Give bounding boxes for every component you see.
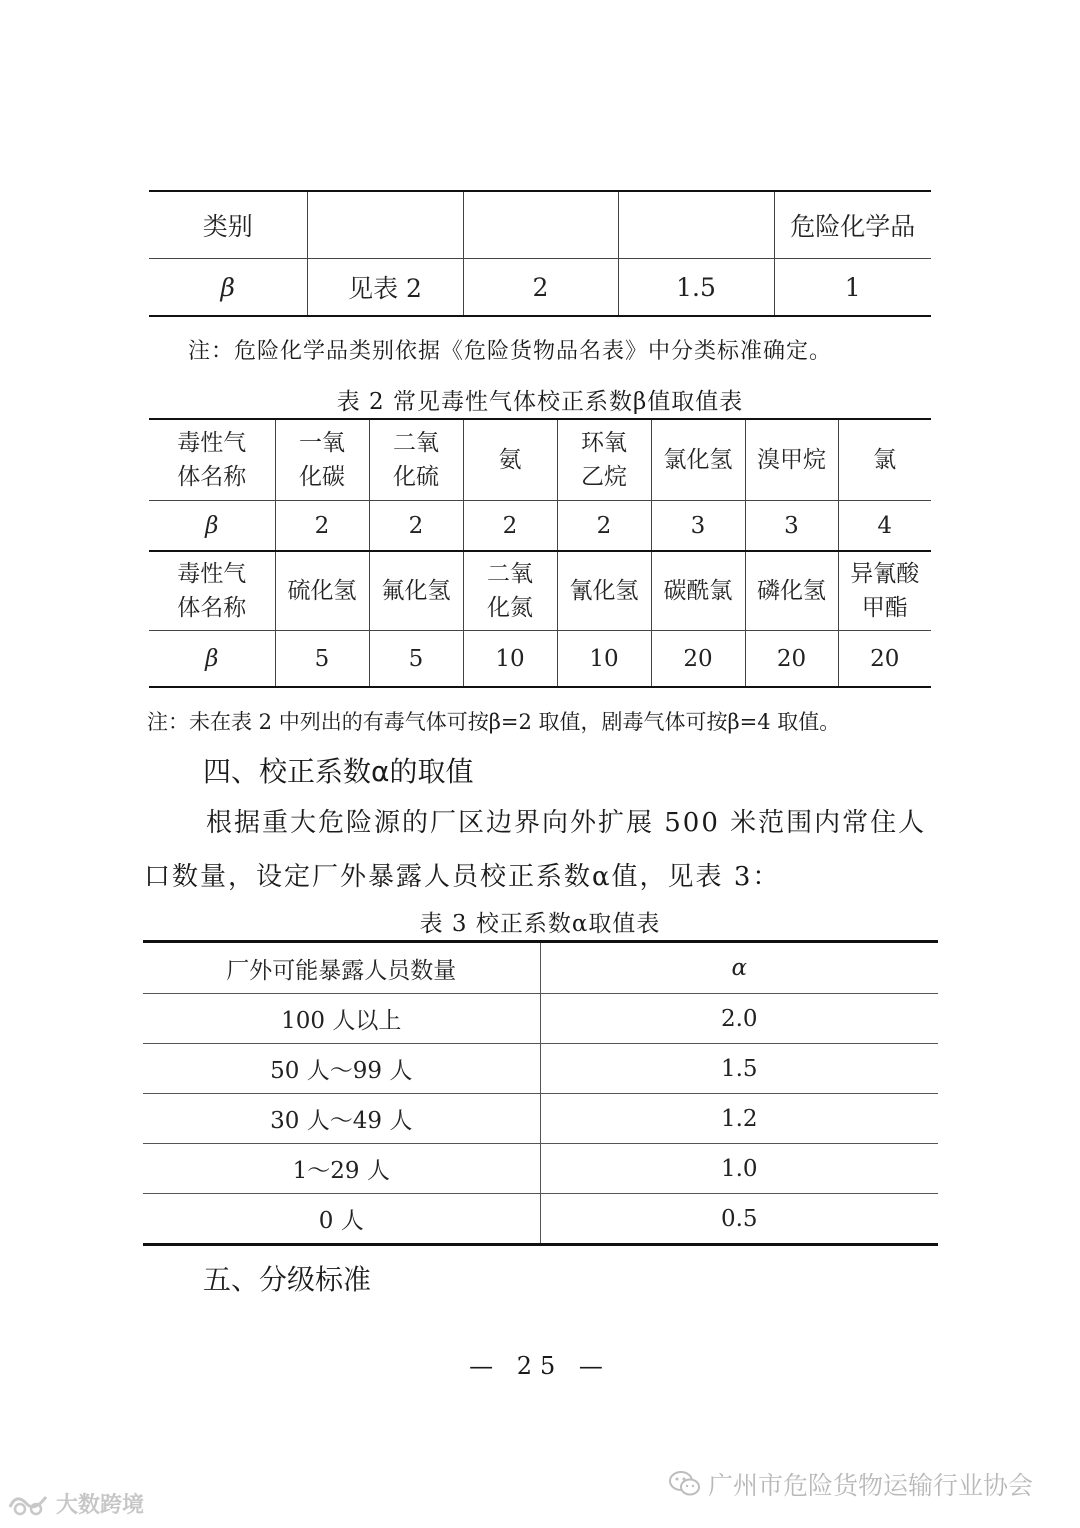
- table-cell: 2: [275, 501, 369, 552]
- table-cell: 5: [369, 631, 463, 688]
- table-cell: 5: [275, 631, 369, 688]
- table-cell: 0 人: [143, 1194, 540, 1245]
- table-cell: 2: [369, 501, 463, 552]
- watermark-association: [668, 1466, 1033, 1502]
- table-cell: 环氧 乙烷: [557, 419, 651, 501]
- table-cell: 10: [557, 631, 651, 688]
- section-heading: 五、分级标准: [203, 1263, 372, 1296]
- table-row: [149, 419, 931, 501]
- table-cell: 厂外可能暴露人员数量: [143, 942, 540, 994]
- beta-category-table: [149, 190, 931, 317]
- table1-note: 注：危险化学品类别依据《危险货物品名表》中分类标准确定。: [188, 339, 833, 364]
- table-cell: 1.2: [540, 1094, 938, 1144]
- table-cell: 2.0: [540, 994, 938, 1044]
- table-cell: 10: [463, 631, 557, 688]
- table-cell: 氟化氢: [369, 551, 463, 631]
- table-cell: 氰化氢: [557, 551, 651, 631]
- table-cell: 20: [745, 631, 838, 688]
- table-row: [149, 501, 931, 552]
- table-cell: 二氧 化硫: [369, 419, 463, 501]
- watermark-text: 广州市危险货物运输行业协会: [708, 1471, 1034, 1500]
- toxic-gas-beta-table: [149, 418, 931, 688]
- body-paragraph: 根据重大危险源的厂区边界向外扩展 500 米范围内常住人口数量，设定厂外暴露人员校正系数α值，见表 3：: [144, 808, 927, 892]
- table-cell: β: [149, 501, 275, 552]
- table-cell: 3: [745, 501, 838, 552]
- table-cell: β: [149, 259, 307, 317]
- watermark-logo: [6, 1488, 144, 1519]
- table-cell: 氨: [463, 419, 557, 501]
- table-cell: 危险化学品: [774, 191, 931, 259]
- table-cell: 2: [557, 501, 651, 552]
- table-cell: 1.5: [618, 259, 774, 317]
- table-cell: 100 人以上: [143, 994, 540, 1044]
- table-row: [143, 942, 938, 994]
- table-cell: [618, 191, 774, 259]
- table-cell: 50 人～99 人: [143, 1044, 540, 1094]
- table-cell: 0.5: [540, 1194, 938, 1245]
- alpha-value-table: [143, 940, 938, 1246]
- table-cell: 氯: [838, 419, 931, 501]
- table-row: [143, 1094, 938, 1144]
- table-cell: β: [149, 631, 275, 688]
- table-cell: 类别: [149, 191, 307, 259]
- table-row: [143, 1144, 938, 1194]
- table-row: [143, 1194, 938, 1245]
- table-row: [143, 1044, 938, 1094]
- table-cell: 4: [838, 501, 931, 552]
- table-cell: 30 人～49 人: [143, 1094, 540, 1144]
- table-cell: 溴甲烷: [745, 419, 838, 501]
- section-heading: 四、校正系数α的取值: [203, 755, 474, 788]
- watermark-text: 大数跨境: [56, 1493, 145, 1518]
- table-cell: 一氧 化碳: [275, 419, 369, 501]
- table-cell: 氯化氢: [651, 419, 745, 501]
- table-cell: 二氧 化氮: [463, 551, 557, 631]
- table-row: [149, 191, 931, 259]
- table-cell: 1.5: [540, 1044, 938, 1094]
- table-cell: 2: [463, 259, 618, 317]
- table-cell: [307, 191, 463, 259]
- table2-note: 注：未在表 2 中列出的有毒气体可按β=2 取值，剧毒气体可按β=4 取值。: [147, 710, 841, 734]
- table-cell: 毒性气 体名称: [149, 419, 275, 501]
- table-cell: 20: [651, 631, 745, 688]
- table-cell: 异氰酸 甲酯: [838, 551, 931, 631]
- table-cell: 毒性气 体名称: [149, 551, 275, 631]
- table2-caption: 表 2 常见毒性气体校正系数β值取值表: [336, 389, 744, 415]
- table-row: [149, 259, 931, 317]
- table-cell: 碳酰氯: [651, 551, 745, 631]
- table-cell: 硫化氢: [275, 551, 369, 631]
- table-cell: 1～29 人: [143, 1144, 540, 1194]
- table-cell: α: [540, 942, 938, 994]
- table-cell: [463, 191, 618, 259]
- page-number: — 25 —: [469, 1352, 611, 1380]
- table3-caption: 表 3 校正系数α取值表: [419, 911, 661, 937]
- table-cell: 1.0: [540, 1144, 938, 1194]
- table-cell: 2: [463, 501, 557, 552]
- table-cell: 磷化氢: [745, 551, 838, 631]
- logo-icon: [6, 1489, 52, 1519]
- table-row: [143, 994, 938, 1044]
- table-cell: 3: [651, 501, 745, 552]
- table-cell: 20: [838, 631, 931, 688]
- table-row: [149, 631, 931, 688]
- table-cell: 1: [774, 259, 931, 317]
- table-cell: 见表 2: [307, 259, 463, 317]
- wechat-icon: [668, 1469, 702, 1499]
- table-row: [149, 551, 931, 631]
